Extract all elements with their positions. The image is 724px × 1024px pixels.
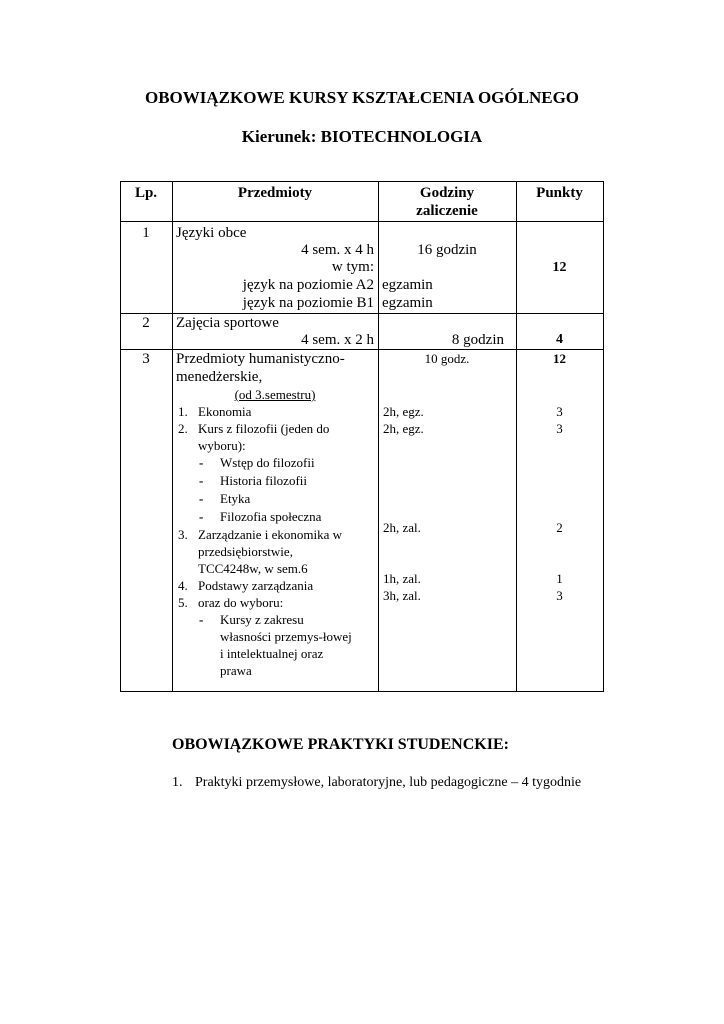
sublist-item-property-courses-cont: i intelektualnej oraz <box>220 646 324 661</box>
row1-hours: 16 godzin <box>417 242 477 258</box>
dash-bullet: - <box>199 455 204 470</box>
row3-hours-item: 3h, zal. <box>383 588 421 603</box>
table-col-divider <box>172 181 173 692</box>
table-row-divider <box>120 349 604 350</box>
row3-name-line2: menedżerskie, <box>176 369 263 385</box>
list-item-number: 5. <box>178 595 188 610</box>
row1-in-that: w tym: <box>331 259 374 275</box>
sublist-item-intro-philosophy: Wstęp do filozofii <box>220 455 315 470</box>
row1-exam-a2: egzamin <box>382 277 433 293</box>
internship-item-number: 1. <box>172 775 183 790</box>
dash-bullet: - <box>199 491 204 506</box>
list-item-management-basics: Podstawy zarządzania <box>198 578 314 593</box>
list-item-management-code: TCC4248w, w sem.6 <box>198 561 308 576</box>
row1-exam-b1: egzamin <box>382 295 433 311</box>
list-item-management: Zarządzanie i ekonomika w <box>198 527 343 542</box>
row3-name-line1: Przedmioty humanistyczno- <box>176 351 345 367</box>
table-border-top <box>120 181 604 182</box>
sublist-item-social-philosophy: Filozofia społeczna <box>220 509 322 524</box>
list-item-economics: Ekonomia <box>198 404 252 419</box>
row3-hours: 10 godz. <box>424 351 470 366</box>
row3-hours-item: 2h, zal. <box>383 520 421 535</box>
row1-name: Języki obce <box>176 225 247 241</box>
row3-points-item: 1 <box>556 571 563 586</box>
sublist-item-property-courses: Kursy z zakresu <box>220 612 304 627</box>
sublist-item-property-courses-cont: prawa <box>220 663 252 678</box>
row1-hours-formula: 4 sem. x 4 h <box>301 242 374 258</box>
dash-bullet: - <box>199 509 204 524</box>
row2-points: 4 <box>556 332 563 347</box>
table-row-divider <box>120 221 604 222</box>
dash-bullet: - <box>199 473 204 488</box>
header-hours: Godziny <box>419 185 475 201</box>
row3-points-item: 3 <box>556 421 563 436</box>
row3-points: 12 <box>553 351 566 366</box>
table-border-left <box>120 181 121 692</box>
row1-level-b1: język na poziomie B1 <box>242 295 374 311</box>
header-credit: zaliczenie <box>416 203 478 219</box>
row3-points-item: 3 <box>556 588 563 603</box>
row2-name: Zajęcia sportowe <box>176 315 279 331</box>
sublist-item-history-philosophy: Historia filozofii <box>220 473 308 488</box>
row2-hours: 8 godzin <box>451 332 504 348</box>
row3-hours-item: 1h, zal. <box>383 571 421 586</box>
row3-hours-item: 2h, egz. <box>383 404 424 419</box>
list-item-elective: oraz do wyboru: <box>198 595 284 610</box>
page-title: OBOWIĄZKOWE KURSY KSZTAŁCENIA OGÓLNEGO <box>144 88 580 107</box>
row1-level-a2: język na poziomie A2 <box>242 277 374 293</box>
table-border-bottom <box>120 691 604 692</box>
list-item-philosophy-cont: wyboru): <box>198 438 246 453</box>
list-item-number: 1. <box>178 404 188 419</box>
internships-heading: OBOWIĄZKOWE PRAKTYKI STUDENCKIE: <box>172 736 509 753</box>
header-subjects: Przedmioty <box>237 185 313 201</box>
sublist-item-property-courses-cont: własności przemys-łowej <box>220 629 352 644</box>
row3-from-semester: (od 3.semestru) <box>234 387 316 402</box>
header-lp: Lp. <box>134 185 158 201</box>
dash-bullet: - <box>199 612 204 627</box>
table-border-right <box>603 181 604 692</box>
row3-points-item: 3 <box>556 404 563 419</box>
list-item-number: 4. <box>178 578 188 593</box>
list-item-number: 2. <box>178 421 188 436</box>
list-item-number: 3. <box>178 527 188 542</box>
row3-points-item: 2 <box>556 520 563 535</box>
row3-hours-item: 2h, egz. <box>383 421 424 436</box>
row3-lp: 3 <box>142 351 150 367</box>
row2-hours-formula: 4 sem. x 2 h <box>301 332 374 348</box>
table-row-divider <box>120 313 604 314</box>
list-item-philosophy: Kurs z filozofii (jeden do <box>198 421 330 436</box>
row1-lp: 1 <box>142 225 150 241</box>
sublist-item-ethics: Etyka <box>220 491 251 506</box>
row1-points: 12 <box>552 260 567 275</box>
header-points: Punkty <box>536 185 583 201</box>
row2-lp: 2 <box>142 315 150 331</box>
list-item-management-cont: przedsiębiorstwie, <box>198 544 293 559</box>
page-subtitle: Kierunek: BIOTECHNOLOGIA <box>241 127 483 146</box>
internship-item: Praktyki przemysłowe, laboratoryjne, lub pedagogiczne – 4 tygodnie <box>195 775 582 790</box>
